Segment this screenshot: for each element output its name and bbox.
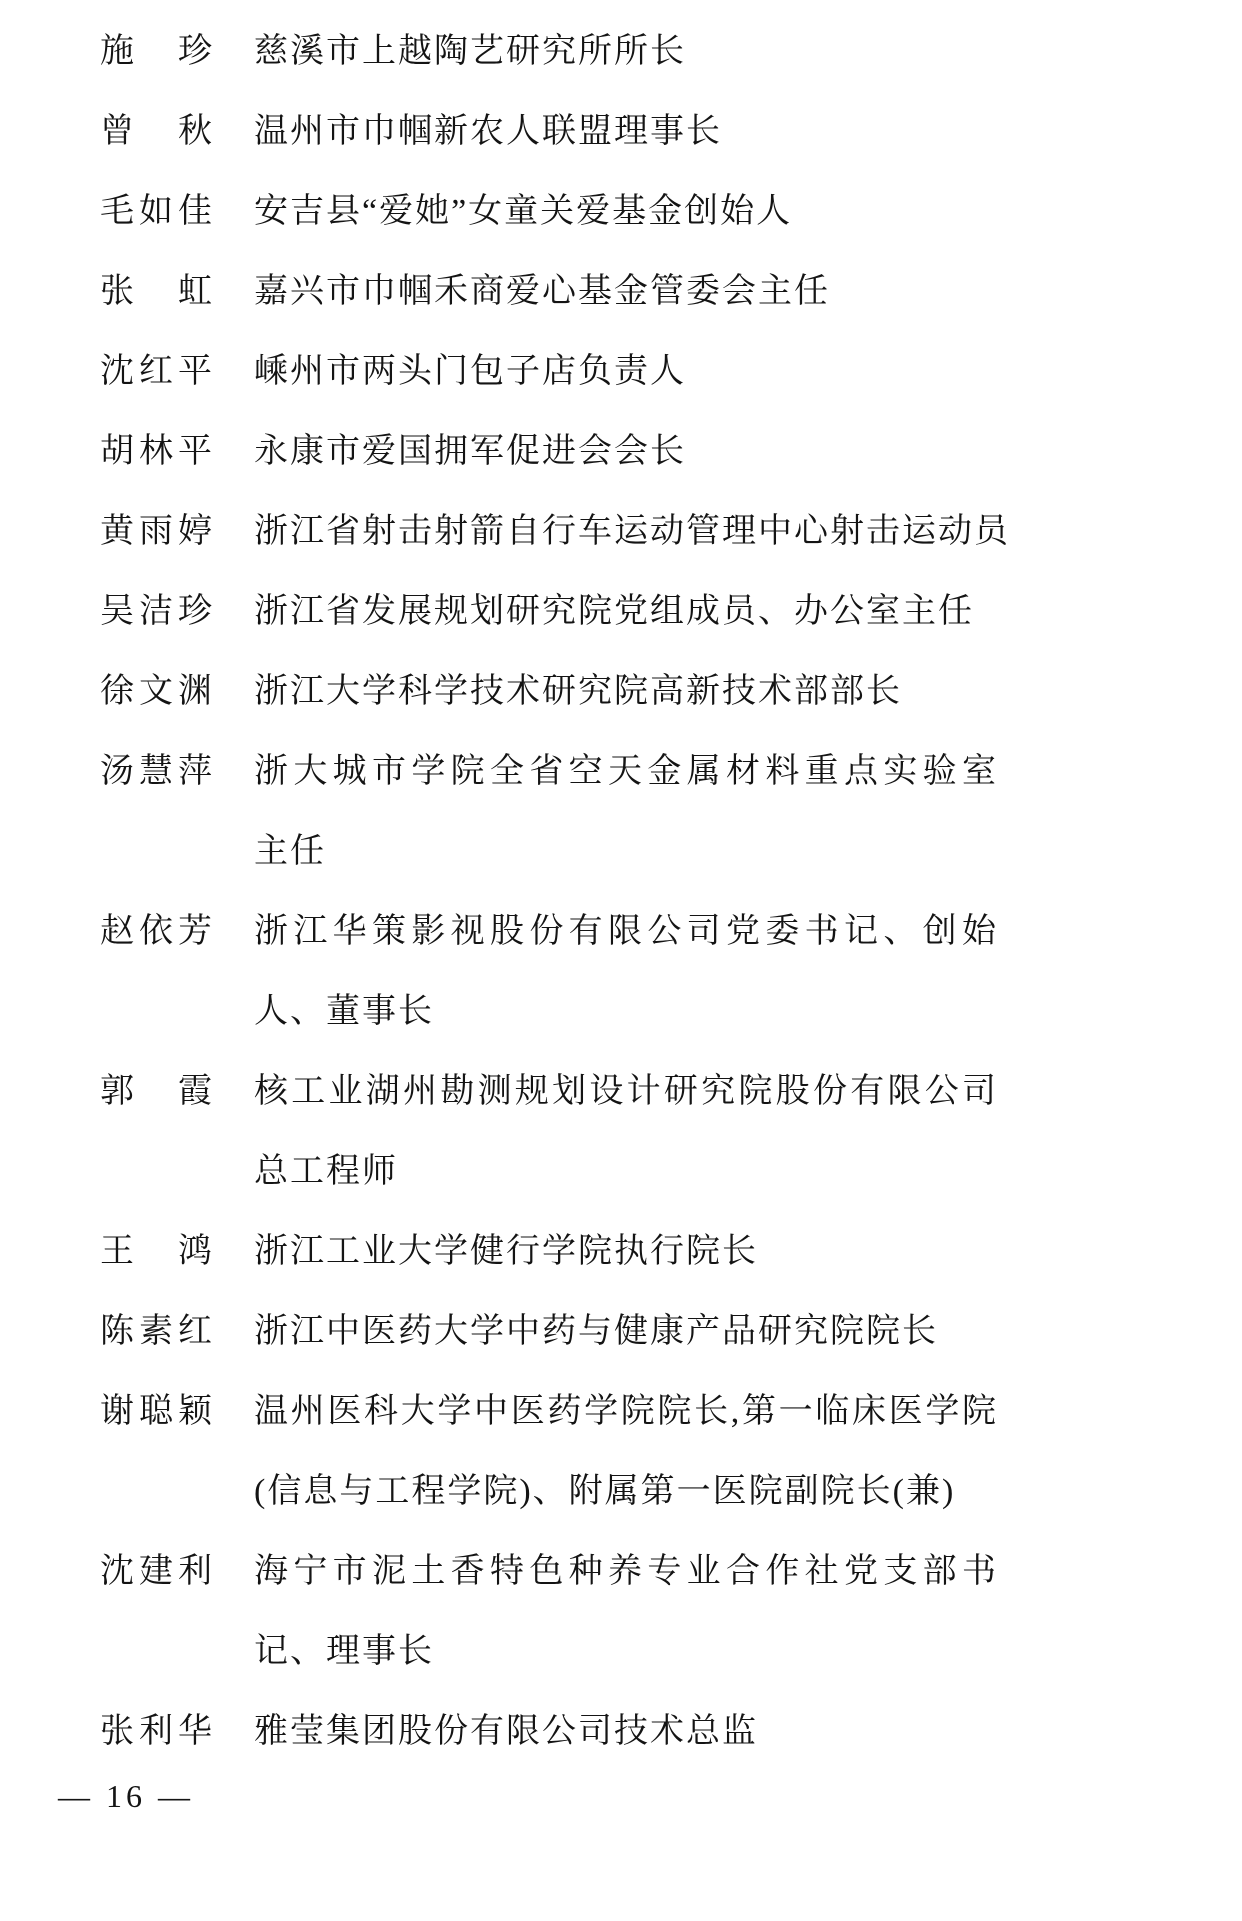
person-title-line: 温州医科大学中医药学院院长,第一临床医学院: [254, 1393, 998, 1430]
person-title: [254, 892, 998, 1052]
list-item: [100, 332, 998, 412]
list-item: [100, 652, 998, 732]
person-name: 沈红平: [100, 353, 212, 390]
person-title-line: 浙江工业大学健行学院执行院长: [254, 1233, 758, 1270]
person-title-line: 人、董事长: [254, 993, 434, 1030]
person-title: [254, 332, 998, 412]
person-title-line: 永康市爱国拥军促进会会长: [254, 433, 686, 470]
person-title-line: 总工程师: [254, 1153, 398, 1190]
page-number: — 16 —: [58, 1778, 194, 1814]
person-title: [254, 1292, 998, 1372]
person-title-line: 主任: [254, 833, 326, 870]
list-item: [100, 1052, 998, 1212]
person-name: 张利华: [100, 1713, 212, 1750]
list-item: [100, 412, 998, 492]
person-title-line: 浙江中医药大学中药与健康产品研究院院长: [254, 1313, 938, 1350]
person-title-line: 浙江省射击射箭自行车运动管理中心射击运动员: [254, 513, 1010, 550]
person-name: 沈建利: [100, 1553, 212, 1590]
list-item: [100, 1372, 998, 1532]
person-name: 陈素红: [100, 1313, 212, 1350]
person-title-line: 温州市巾帼新农人联盟理事长: [254, 113, 722, 150]
person-name: 毛如佳: [100, 193, 212, 230]
list-item: [100, 1212, 998, 1292]
person-title: [254, 732, 998, 892]
list-item: [100, 1292, 998, 1372]
person-title: [254, 92, 998, 172]
person-name: 赵依芳: [100, 913, 212, 950]
person-title-line: 浙江华策影视股份有限公司党委书记、创始: [254, 913, 998, 950]
person-title: [254, 1052, 998, 1212]
person-title: [254, 252, 998, 332]
person-title-line: 海宁市泥土香特色种养专业合作社党支部书: [254, 1553, 998, 1590]
person-name: 胡林平: [100, 433, 212, 470]
person-title: [254, 1372, 998, 1532]
person-title: [254, 172, 998, 252]
person-title-line: 浙江省发展规划研究院党组成员、办公室主任: [254, 593, 974, 630]
person-name: 汤慧萍: [100, 753, 212, 790]
person-name: 施 珍: [100, 33, 212, 70]
person-title-line: 嘉兴市巾帼禾商爱心基金管委会主任: [254, 273, 830, 310]
list-item: [100, 1692, 998, 1772]
person-name: 谢聪颖: [100, 1393, 212, 1430]
list-item: [100, 1532, 998, 1692]
list-item: [100, 572, 998, 652]
list-item: [100, 12, 998, 92]
person-title: [254, 492, 1010, 572]
person-title-line: 慈溪市上越陶艺研究所所长: [254, 33, 686, 70]
person-title-line: 核工业湖州勘测规划设计研究院股份有限公司: [254, 1073, 998, 1110]
person-title: [254, 412, 998, 492]
person-title: [254, 12, 998, 92]
list-item: [100, 252, 998, 332]
list-item: [100, 732, 998, 892]
person-title: [254, 1532, 998, 1692]
person-title: [254, 1212, 998, 1292]
person-title: [254, 572, 998, 652]
list-item: [100, 492, 1010, 572]
person-title-line: 安吉县“爱她”女童关爱基金创始人: [254, 193, 793, 230]
person-title-line: 嵊州市两头门包子店负责人: [254, 353, 686, 390]
person-title-line: 记、理事长: [254, 1633, 434, 1670]
name-title-list: [100, 12, 1010, 1772]
list-item: [100, 172, 998, 252]
list-item: [100, 92, 998, 172]
person-title-line: 浙大城市学院全省空天金属材料重点实验室: [254, 753, 998, 790]
person-name: 郭 霞: [100, 1073, 212, 1110]
person-title-line: 雅莹集团股份有限公司技术总监: [254, 1713, 758, 1750]
person-name: 徐文渊: [100, 673, 212, 710]
person-name: 黄雨婷: [100, 513, 212, 550]
person-title-line: (信息与工程学院)、附属第一医院副院长(兼): [254, 1473, 956, 1510]
person-name: 吴洁珍: [100, 593, 212, 630]
person-name: 王 鸿: [100, 1233, 212, 1270]
person-name: 曾 秋: [100, 113, 212, 150]
person-title: [254, 1692, 998, 1772]
person-name: 张 虹: [100, 273, 212, 310]
person-title: [254, 652, 998, 732]
list-item: [100, 892, 998, 1052]
person-title-line: 浙江大学科学技术研究院高新技术部部长: [254, 673, 902, 710]
